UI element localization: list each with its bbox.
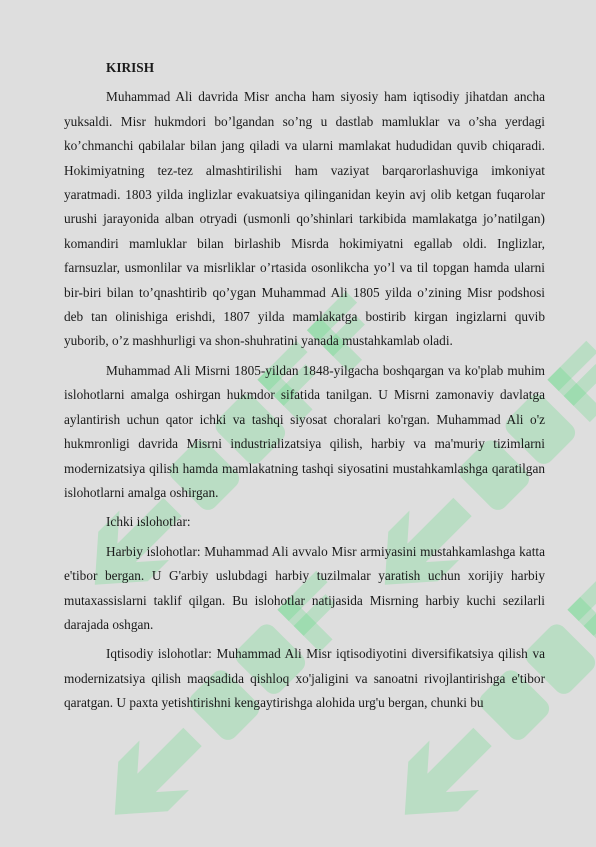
paragraph-internal-reforms-label: Ichki islohotlar: bbox=[106, 514, 191, 530]
paragraph-economic-reforms: Iqtisodiy islohotlar: Muhammad Ali Misr iqtisodiyotini diversifikatsiya qilish va modernizatsiya qilish maqsadida qishloq xo'jaligini va sanoatni rivojlantirishga e'tibor qaratgan. U paxta yetishtirishni kengaytirishga alohida urg'u bergan, chunki bu bbox=[64, 646, 545, 711]
document-body bbox=[64, 56, 545, 721]
paragraph-intro: Muhammad Ali davrida Misr ancha ham siyosiy ham iqtisodiy jihatdan ancha yuksaldi. Misr hukmdori bo’lgandan so’ng u dastlab mamluklar va o’sha yerdagi ko’chmanchi qabilalar bilan jang qiladi va ularni mamlakat hududidan quvib chiqaradi. Hokimiyatning tez-tez almashtirilishi ham vaziyat barqarorlashuviga imkoniyat yaratmadi. 1803 yilda inglizlar evakuatsiya qilinganidan keyin avj olib ketgan fuqarolar urushi jarayonida alban otryadi (usmonli qo’shinlari tarkibida mamlakatga jo’natilgan) komandiri mamluklar bilan birlashib Misrda hokimiyatni egallab oldi. Inglizlar, farnsuzlar, usmonlilar va misrliklar o’rtasida osonlikcha yo’l va til topgan hamda ularni bir-biri bilan to’qnashtirib qo’ygan Muhammad Ali 1805 yilda o’zining Misr podshosi deb tan olinishiga erishdi, 1807 yilda mamlakatga bostirib kirgan ingizlarni quvib yuborib, o’z mashhurligi va shon-shuhratini yanada mustahkamlab oladi. bbox=[64, 89, 545, 349]
paragraph-military-reforms: Harbiy islohotlar: Muhammad Ali avvalo Misr armiyasini mustahkamlashga katta e'tibor bergan. U G'arbiy uslubdagi harbiy tuzilmalar yaratish uchun xorijiy harbiy mutaxassislarni taklif qilgan. Bu islohotlar natijasida Misrning harbiy kuchi sezilarli darajada oshgan. bbox=[64, 543, 545, 632]
document-heading: KIRISH bbox=[106, 60, 155, 75]
paragraph-reforms-overview: Muhammad Ali Misrni 1805-yildan 1848-yilgacha boshqargan va ko'plab muhim islohotlarni amalga oshirgan hukmdor sifatida tanilgan. U Misrni zamonaviy davlatga aylantirish uchun qator ichki va tashqi siyosat choralari ko'rgan. Muhammad Ali o'z hukmronligi davrida Misrni industrializatsiya qilish, harbiy va ma'muriy tizimlarni modernizatsiya qilish hamda mamlakatning tashqi siyosatini mustahkamlashga qaratilgan islohotlarni amalga oshirgan. bbox=[64, 362, 545, 500]
